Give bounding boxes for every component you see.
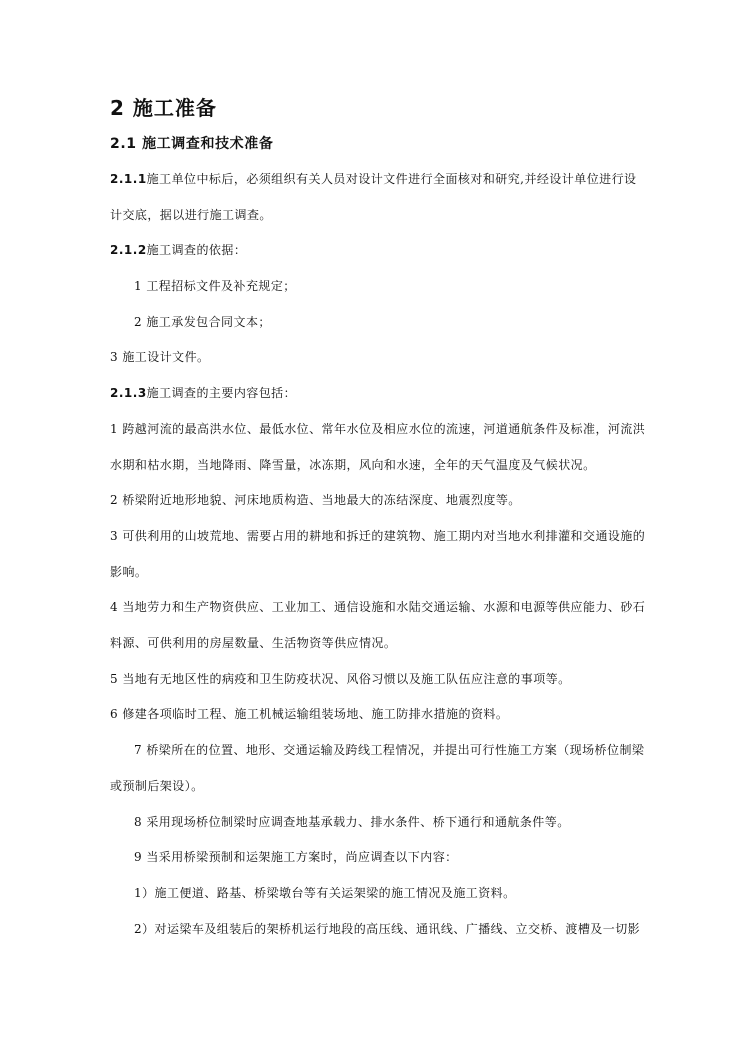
list-item: 5 当地有无地区性的病疫和卫生防疫状况、风俗习惯以及施工队伍应注意的事项等。 (110, 672, 571, 686)
paragraph-2-1-1-line-1 (110, 172, 637, 186)
list-item: 7 桥梁所在的位置、地形、交通运输及跨线工程情况，并提出可行性施工方案（现场桥位制梁 (134, 743, 645, 757)
list-item: 2）对运梁车及组装后的架桥机运行地段的高压线、通讯线、广播线、立交桥、渡槽及一切影 (134, 922, 641, 936)
paragraph-2-1-3 (110, 386, 296, 400)
clause-number: 2.1.3 (110, 386, 147, 400)
list-item: 1 工程招标文件及补充规定； (134, 279, 296, 293)
list-item: 4 当地劳力和生产物资供应、工业加工、通信设施和水陆交通运输、水源和电源等供应能力、砂石 (110, 600, 646, 614)
paragraph-2-1-1-line-2: 计交底，据以进行施工调查。 (110, 208, 272, 222)
list-item: 3 施工设计文件。 (110, 350, 210, 364)
paragraph-text: 施工调查的主要内容包括： (146, 386, 297, 400)
list-item: 2 施工承发包合同文本； (134, 315, 271, 329)
list-item: 水期和枯水期，当地降雨、降雪量，冰冻期，风向和水速，全年的天气温度及气候状况。 (110, 458, 596, 472)
paragraph-2-1-2 (110, 243, 246, 257)
list-item: 6 修建各项临时工程、施工机械运输组装场地、施工防排水措施的资料。 (110, 707, 509, 721)
paragraph-text: 施工调查的依据： (146, 243, 247, 257)
list-item: 9 当采用桥梁预制和运架施工方案时，尚应调查以下内容： (134, 850, 458, 864)
list-item: 料源、可供利用的房屋数量、生活物资等供应情况。 (110, 636, 397, 650)
list-item: 2 桥梁附近地形地貌、河床地质构造、当地最大的冻结深度、地震烈度等。 (110, 493, 521, 507)
clause-number: 2.1.1 (110, 172, 147, 186)
list-item: 或预制后架设）。 (110, 779, 204, 793)
subsection-heading: 2.1 施工调查和技术准备 (110, 136, 274, 152)
list-item: 1）施工便道、路基、桥梁墩台等有关运架梁的施工情况及施工资料。 (134, 886, 516, 900)
list-item: 影响。 (110, 565, 148, 579)
section-heading: 2 施工准备 (110, 96, 217, 120)
paragraph-text: 施工单位中标后，必须组织有关人员对设计文件进行全面核对和研究,并经设计单位进行设 (146, 172, 637, 186)
list-item: 8 采用现场桥位制梁时应调查地基承载力、排水条件、桥下通行和通航条件等。 (134, 815, 570, 829)
clause-number: 2.1.2 (110, 243, 147, 257)
list-item: 1 跨越河流的最高洪水位、最低水位、常年水位及相应水位的流速，河道通航条件及标准，河流洪 (110, 422, 646, 436)
list-item: 3 可供利用的山坡荒地、需要占用的耕地和拆迁的建筑物、施工期内对当地水利排灌和交通设施的 (110, 529, 646, 543)
